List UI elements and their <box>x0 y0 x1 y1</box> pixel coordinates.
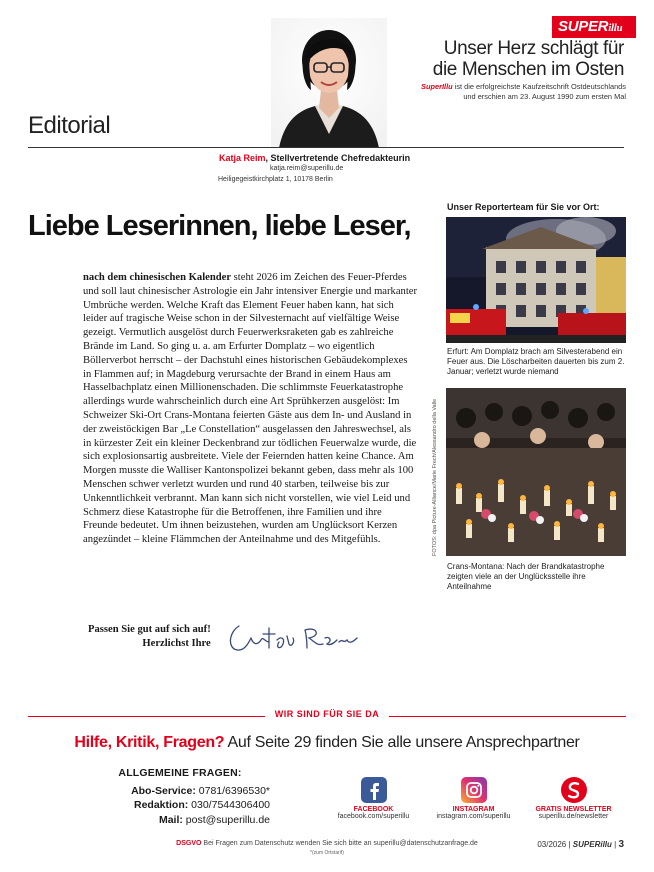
author-address: Heiligegeistkirchplatz 1, 10178 Berlin <box>218 176 333 183</box>
social-facebook[interactable] <box>326 777 421 820</box>
sidebar-heading: Unser Reporterteam für Sie vor Ort: <box>447 202 600 212</box>
footer-brand: SUPERillu <box>572 840 612 849</box>
author-email[interactable]: katja.reim@superillu.de <box>270 165 344 172</box>
sub-brand: SuperIllu <box>421 82 453 91</box>
mail-line[interactable] <box>90 813 270 828</box>
footer-heading <box>0 709 654 719</box>
help-line <box>0 734 654 752</box>
logo-super: SUPER <box>558 18 609 35</box>
abo-value: 0781/6396530* <box>195 784 270 797</box>
headline: Liebe Leserinnen, liebe Leser, <box>28 210 411 242</box>
author-name: Katja Reim <box>219 153 266 163</box>
masthead-subtitle <box>386 82 626 102</box>
mail-label: Mail: <box>158 813 183 826</box>
instagram-icon <box>461 777 487 803</box>
caption-crans-montana: Crans-Montana: Nach der Brandkatastrophe zeigten viele an der Unglücksstelle ihre Anteilnahme <box>447 562 605 591</box>
issue-number: 03/2026 <box>537 840 567 849</box>
facebook-label: FACEBOOK <box>353 806 394 813</box>
redaktion-label: Redaktion: <box>133 799 189 811</box>
facebook-icon <box>361 777 387 803</box>
instagram-label: INSTAGRAM <box>452 806 495 813</box>
signoff-line2: Herzlichst Ihre <box>142 638 211 649</box>
page-number: 3 <box>618 839 624 850</box>
tagline <box>364 38 624 80</box>
photo-erfurt-fire <box>446 217 626 343</box>
caption-erfurt: Erfurt: Am Domplatz brach am Silvesterabend ein Feuer aus. Die Löscharbeiten dauerten bis zum 2. Januar; verletzt wurde niemand <box>447 347 625 376</box>
logo-illu: illu <box>608 22 623 34</box>
social-newsletter[interactable] <box>526 777 621 820</box>
redaktion-line[interactable] <box>90 798 270 813</box>
author-byline <box>219 153 410 163</box>
footnote: *(zum Ortstarif) <box>310 850 344 856</box>
author-portrait <box>271 18 387 148</box>
abo-label: Abo-Service: <box>131 784 196 797</box>
section-title: Editorial <box>28 112 111 139</box>
handwritten-signature <box>225 618 365 658</box>
page-footer: 03/2026 | SUPERillu | 3 <box>537 839 624 850</box>
facebook-url: facebook.com/superillu <box>337 813 410 820</box>
dsgvo-label: DSGVO <box>176 840 202 847</box>
signoff <box>88 623 211 651</box>
contact-block <box>90 766 270 827</box>
photo-credit: FOTOS: dpa Picture-Alliance/Marie Frech/Alessandro della Valle <box>432 398 438 556</box>
newsletter-label: GRATIS NEWSLETTER <box>535 806 612 813</box>
newsletter-icon <box>561 777 587 803</box>
mail-value: post@superillu.de <box>182 813 270 826</box>
sub-line1: ist die erfolgreichste Kaufzeitschrift Ostdeutschlands <box>452 82 626 91</box>
superillu-logo <box>552 16 636 38</box>
redaktion-value: 030/7544306400 <box>188 799 270 811</box>
author-role: , Stellvertretende Chefredakteurin <box>265 153 411 163</box>
divider <box>28 147 624 148</box>
newsletter-url: superillu.de/newsletter <box>538 813 609 820</box>
tagline-line1: Unser Herz schlägt für <box>443 38 624 59</box>
tagline-line2: die Menschen im Osten <box>432 59 624 80</box>
help-rest: Auf Seite 29 finden Sie alle unsere Ansprechpartner <box>224 734 580 751</box>
dsgvo-text: Bei Fragen zum Datenschutz wenden Sie sich bitte an superillu@datenschutzanfrage.de <box>201 840 478 847</box>
sub-line2: und erschien am 23. August 1990 zum ersten Mal <box>463 92 626 101</box>
article-lead: nach dem chinesischen Kalender <box>83 272 232 283</box>
help-bold: Hilfe, Kritik, Fragen? <box>74 734 225 751</box>
photo-crans-montana-vigil <box>446 388 626 556</box>
footer-heading-text: WIR SIND FÜR SIE DA <box>265 709 390 719</box>
contacts-title: ALLGEMEINE FRAGEN: <box>118 767 242 779</box>
article-text: steht 2026 im Zeichen des Feuer-Pferdes und soll laut chinesischer Astrologie ein Jahr intensiver Energie und markanter Umbrüche werden. Welche Kraft das Element Feuer haben kann, hat sich leider auf tragische Weise schon in der Silvesternacht auf vielfältige Weise gezeigt. Vermutlich ausgelöst durch Feuerwerksraketen gab es zahlreiche Brände im Land. So ging u. a. am Erfurter Domplatz – wo eigentlich Böllerverbot herrscht – der Dachstuhl eines historischen Gebäudekomplexes in Flammen auf; in Magdeburg verursachte der Brand in einem Haus am Hasselbachplatz einen Millionenschaden. Die schlimmste Feuerkatastrophe allerdings wurde wahrscheinlich durch eine Art Sprühkerzen ausgelöst: Im Schweizer Ski-Ort Crans-Montana feierten Gäste aus dem In- und Ausland in der zweistöckigen Bar „Le Constellation“ ausgelassen den Jahreswechsel, als in kürzester Zeit ein kleiner Deckenbrand zur tödlichen Feuerwalze wurde, die sich explosionsartig ausbreitete. Viele der Feiernden hatten keine Chance. Am Morgen musste die Walliser Kantonspolizei bekannt geben, dass mehr als 100 Menschen schwer verletzt wurden und rund 40 starben, teilweise bis zur Unkenntlichkeit verbrannt. Man kann sich nicht vorstellen, wie viel Leid und Schmerz diese Katastrophe für die Betroffenen, ihre Familien und ihre Freunde bedeutet. Um ihnen beizustehen, wurden am Unglücksort Kerzen angezündet – kleine Flämmchen der Anteilnahme und des Mitgefühls. <box>83 272 418 546</box>
article-body <box>83 271 417 547</box>
social-instagram[interactable] <box>426 777 521 820</box>
signoff-line1: Passen Sie gut auf sich auf! <box>88 624 211 635</box>
instagram-url: instagram.com/superillu <box>436 813 511 820</box>
abo-service-line[interactable] <box>90 784 270 799</box>
